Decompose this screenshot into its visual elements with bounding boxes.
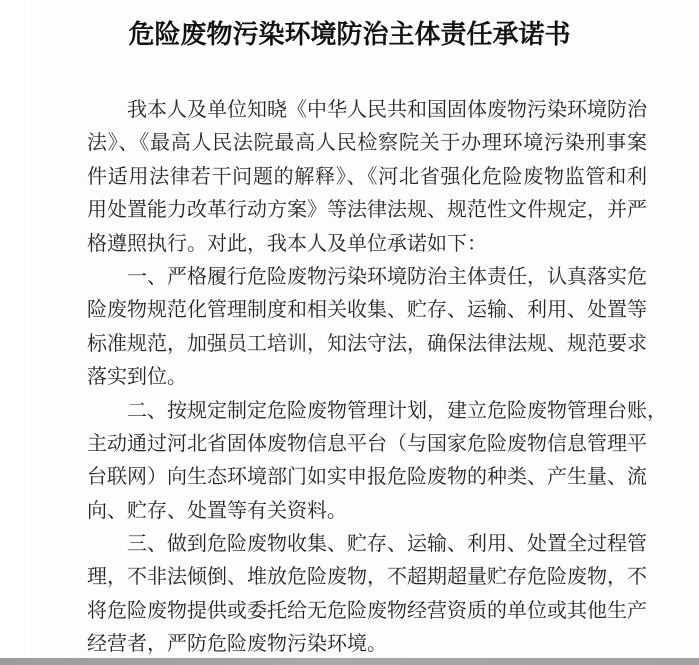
text-line: 台联网）向生态环境部门如实申报危险废物的种类、产生量、流 <box>87 466 647 489</box>
text-line: 一、严格履行危险废物污染环境防治主体责任，认真落实危 <box>127 265 647 288</box>
text-line: 主动通过河北省固体废物信息平台（与国家危险废物信息管理平 <box>87 432 647 455</box>
text-line: 件适用法律若干问题的解释》、《河北省强化危险废物监管和利 <box>87 165 647 188</box>
document-title: 危险废物污染环境防治主体责任承诺书 <box>128 20 571 49</box>
text-line: 三、做到危险废物收集、贮存、运输、利用、处置全过程管 <box>127 533 647 556</box>
scan-left-edge <box>0 0 29 665</box>
text-line: 格遵照执行。对此，我本人及单位承诺如下： <box>87 232 487 255</box>
text-line: 标准规范，加强员工培训，知法守法，确保法律法规、规范要求 <box>87 332 647 355</box>
text-line: 用处置能力改革行动方案》等法律法规、规范性文件规定，并严 <box>87 199 647 222</box>
text-line: 向、贮存、处置等有关资料。 <box>87 499 347 522</box>
text-line: 我本人及单位知晓《中华人民共和国固体废物污染环境防治 <box>127 99 647 121</box>
paragraph <box>87 94 647 261</box>
text-line: 经营者，严防危险废物污染环境。 <box>87 633 387 656</box>
paragraph <box>87 261 647 395</box>
text-line: 落实到位。 <box>87 366 187 389</box>
text-line: 险废物规范化管理制度和相关收集、贮存、运输、利用、处置等 <box>87 299 647 322</box>
text-line: 理，不非法倾倒、堆放危险废物，不超期超量贮存危险废物，不 <box>87 566 647 589</box>
paragraph <box>87 395 667 529</box>
text-line: 将危险废物提供或委托给无危险废物经营资质的单位或其他生产 <box>87 599 647 622</box>
scan-bottom-edge <box>0 658 699 665</box>
text-line: 法》、《最高人民法院最高人民检察院关于办理环境污染刑事案 <box>87 132 647 155</box>
paragraph <box>87 528 647 662</box>
text-line: 二、按规定制定危险废物管理计划，建立危险废物管理台账， <box>127 399 667 422</box>
document-body <box>87 94 667 662</box>
